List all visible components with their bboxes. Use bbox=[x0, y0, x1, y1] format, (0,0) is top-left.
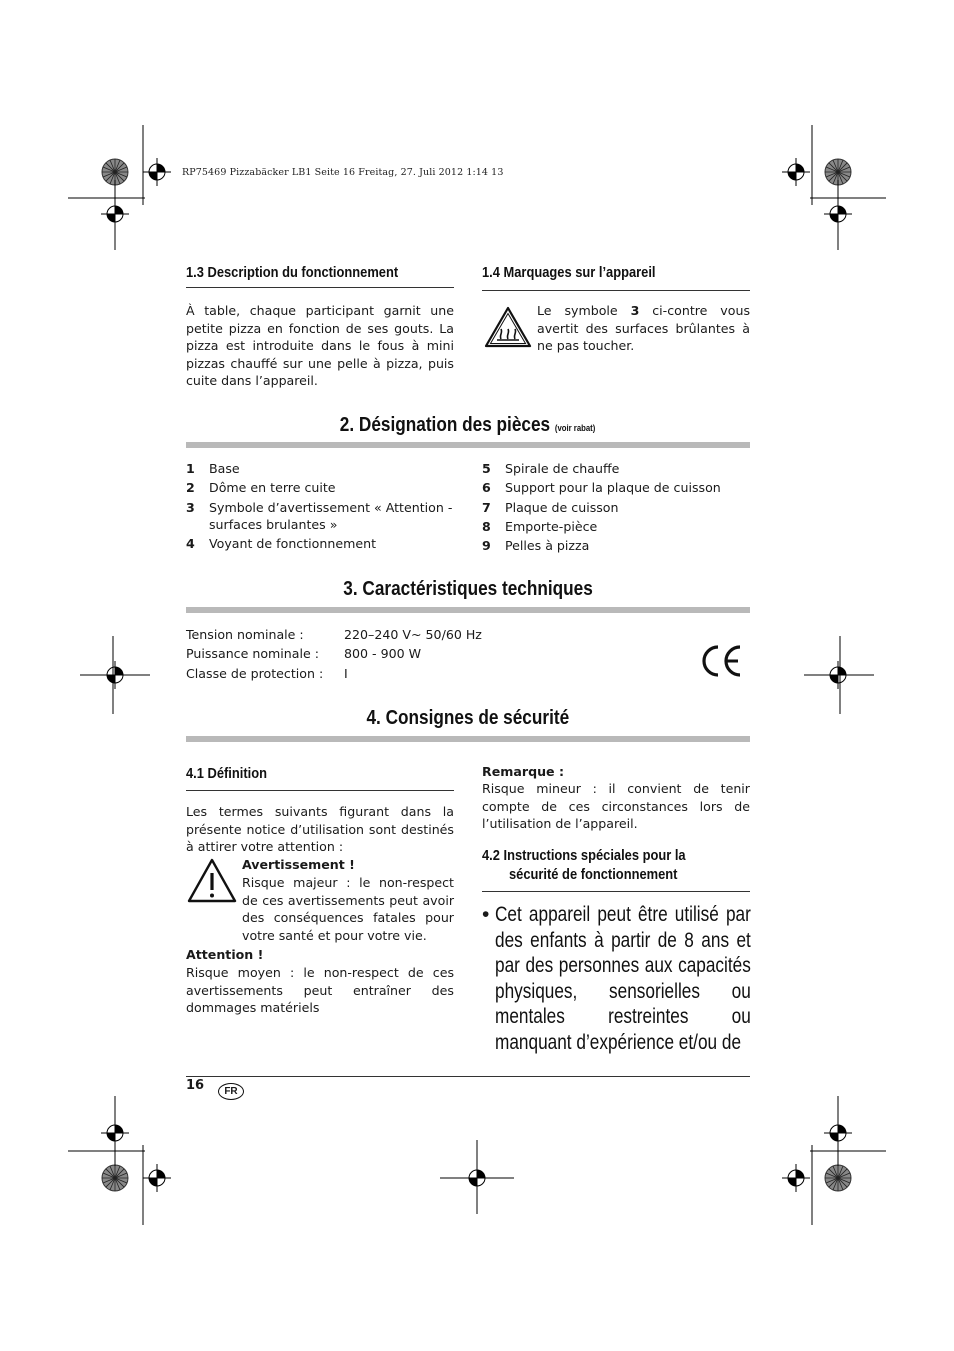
parts-list-right bbox=[482, 459, 752, 555]
part-number: 6 bbox=[482, 480, 491, 496]
list-item bbox=[482, 478, 752, 497]
section-1-4-text-before: Le symbole bbox=[537, 303, 631, 318]
language-badge: FR bbox=[218, 1083, 244, 1100]
attention-text: Risque moyen : le non-respect de ces avertissements peut entraîner des dommages matériels bbox=[186, 965, 454, 1016]
hot-surface-warning-icon bbox=[483, 305, 533, 349]
section-3-title bbox=[186, 578, 750, 601]
tech-specs bbox=[186, 625, 586, 683]
page-number: 16 bbox=[186, 1078, 205, 1093]
section-4-2-heading-line-2: sécurité de fonctionnement bbox=[509, 866, 678, 883]
section-4-title bbox=[186, 707, 750, 730]
section-1-4-rule bbox=[482, 290, 750, 291]
print-header: RP75469 Pizzabäcker LB1 Seite 16 Freitag, 27. Juli 2012 1:14 13 bbox=[182, 167, 504, 178]
section-4-1-heading: 4.1 Définition bbox=[186, 765, 268, 782]
section-3-heading: 3. Caractéristiques techniques bbox=[343, 578, 593, 600]
section-2-heading-note: (voir rabat) bbox=[555, 423, 596, 433]
part-number: 4 bbox=[186, 535, 195, 551]
list-item bbox=[482, 517, 752, 536]
list-item bbox=[186, 498, 456, 534]
section-4-1-rule bbox=[186, 790, 454, 791]
section-1-3-text: À table, chaque participant garnit une petite pizza en fonction de ses gouts. La pizza est introduite dans le fous à mini pizzas chauffé sur une pelle à pizza, puis cuite dans l’appareil. bbox=[186, 303, 454, 389]
section-4-2-heading-line-1: 4.2 Instructions spéciales pour la bbox=[482, 847, 686, 864]
section-3-rule bbox=[186, 607, 750, 613]
part-number: 5 bbox=[482, 461, 491, 476]
part-label: Support pour la plaque de cuisson bbox=[505, 480, 721, 496]
part-label: Voyant de fonctionnement bbox=[209, 535, 377, 551]
section-4-heading: 4. Consignes de sécurité bbox=[366, 707, 570, 729]
section-4-rule bbox=[186, 736, 750, 742]
safety-bullet-text: Cet appareil peut être utilisé par des enfants à partir de 8 ans et par des personnes aux capacités physiques, sensorielles ou mentales restreintes ou manquant d’expérience et/ou de bbox=[495, 903, 751, 1054]
section-4-2-rule bbox=[482, 891, 750, 892]
definition-intro: Les termes suivants figurant dans la présente notice d’utilisation sont destinés à attirer votre attention : bbox=[186, 804, 454, 855]
warning-title: Avertissement ! bbox=[242, 857, 355, 872]
section-1-4-text bbox=[537, 302, 750, 355]
part-label: Plaque de cuisson bbox=[505, 499, 619, 515]
section-1-3-heading: 1.3 Description du fonctionnement bbox=[186, 264, 399, 281]
list-item bbox=[186, 478, 456, 497]
section-1-4-text-after: ci-contre vous avertit des surfaces brûlantes à ne pas toucher. bbox=[537, 303, 751, 354]
section-2-rule bbox=[186, 442, 750, 448]
spec-key: Tension nominale : bbox=[186, 627, 304, 642]
list-item bbox=[482, 459, 752, 478]
warning-triangle-icon bbox=[186, 857, 238, 905]
ce-mark-icon bbox=[698, 644, 744, 678]
spec-value: 800 - 900 W bbox=[344, 646, 422, 662]
part-number: 9 bbox=[482, 538, 491, 554]
list-item bbox=[482, 536, 752, 555]
part-label: Dôme en terre cuite bbox=[209, 480, 336, 496]
section-1-3-rule bbox=[186, 287, 454, 288]
part-number: 1 bbox=[186, 461, 195, 476]
list-item bbox=[186, 534, 456, 553]
part-number: 3 bbox=[186, 499, 195, 515]
remark-title: Remarque : bbox=[482, 764, 565, 779]
attention-title: Attention ! bbox=[186, 947, 264, 962]
bullet-marker: • bbox=[482, 903, 490, 926]
section-2-title bbox=[186, 414, 750, 437]
section-1-4-heading: 1.4 Marquages sur l’appareil bbox=[482, 264, 656, 281]
list-item bbox=[482, 498, 752, 517]
part-label: Base bbox=[209, 461, 240, 476]
part-label: Symbole d’avertissement « Attention - surfaces brulantes » bbox=[209, 499, 453, 532]
part-label: Emporte-pièce bbox=[505, 518, 598, 534]
warning-text: Risque majeur : le non-respect de ces avertissements peut avoir des conséquences fatales pour votre santé et pour votre vie. bbox=[242, 875, 454, 943]
symbol-number: 3 bbox=[630, 303, 640, 318]
part-number: 8 bbox=[482, 518, 491, 534]
table-row bbox=[186, 625, 586, 644]
part-label: Spirale de chauffe bbox=[505, 461, 620, 476]
part-number: 7 bbox=[482, 499, 491, 515]
spec-key: Puissance nominale : bbox=[186, 646, 319, 662]
table-row bbox=[186, 644, 586, 663]
spec-value: 220–240 V~ 50/60 Hz bbox=[344, 627, 482, 642]
parts-list-left bbox=[186, 459, 456, 553]
footer-rule bbox=[186, 1076, 750, 1077]
section-2-heading: 2. Désignation des pièces bbox=[340, 414, 551, 436]
table-row bbox=[186, 664, 586, 683]
spec-key: Classe de protection : bbox=[186, 665, 324, 681]
list-item bbox=[186, 459, 456, 478]
spec-value: I bbox=[344, 665, 348, 681]
part-number: 2 bbox=[186, 480, 195, 496]
remark-text: Risque mineur : il convient de tenir compte de ces circonstances lors de l’utilisation de l’appareil. bbox=[482, 781, 750, 832]
part-label: Pelles à pizza bbox=[505, 538, 590, 554]
